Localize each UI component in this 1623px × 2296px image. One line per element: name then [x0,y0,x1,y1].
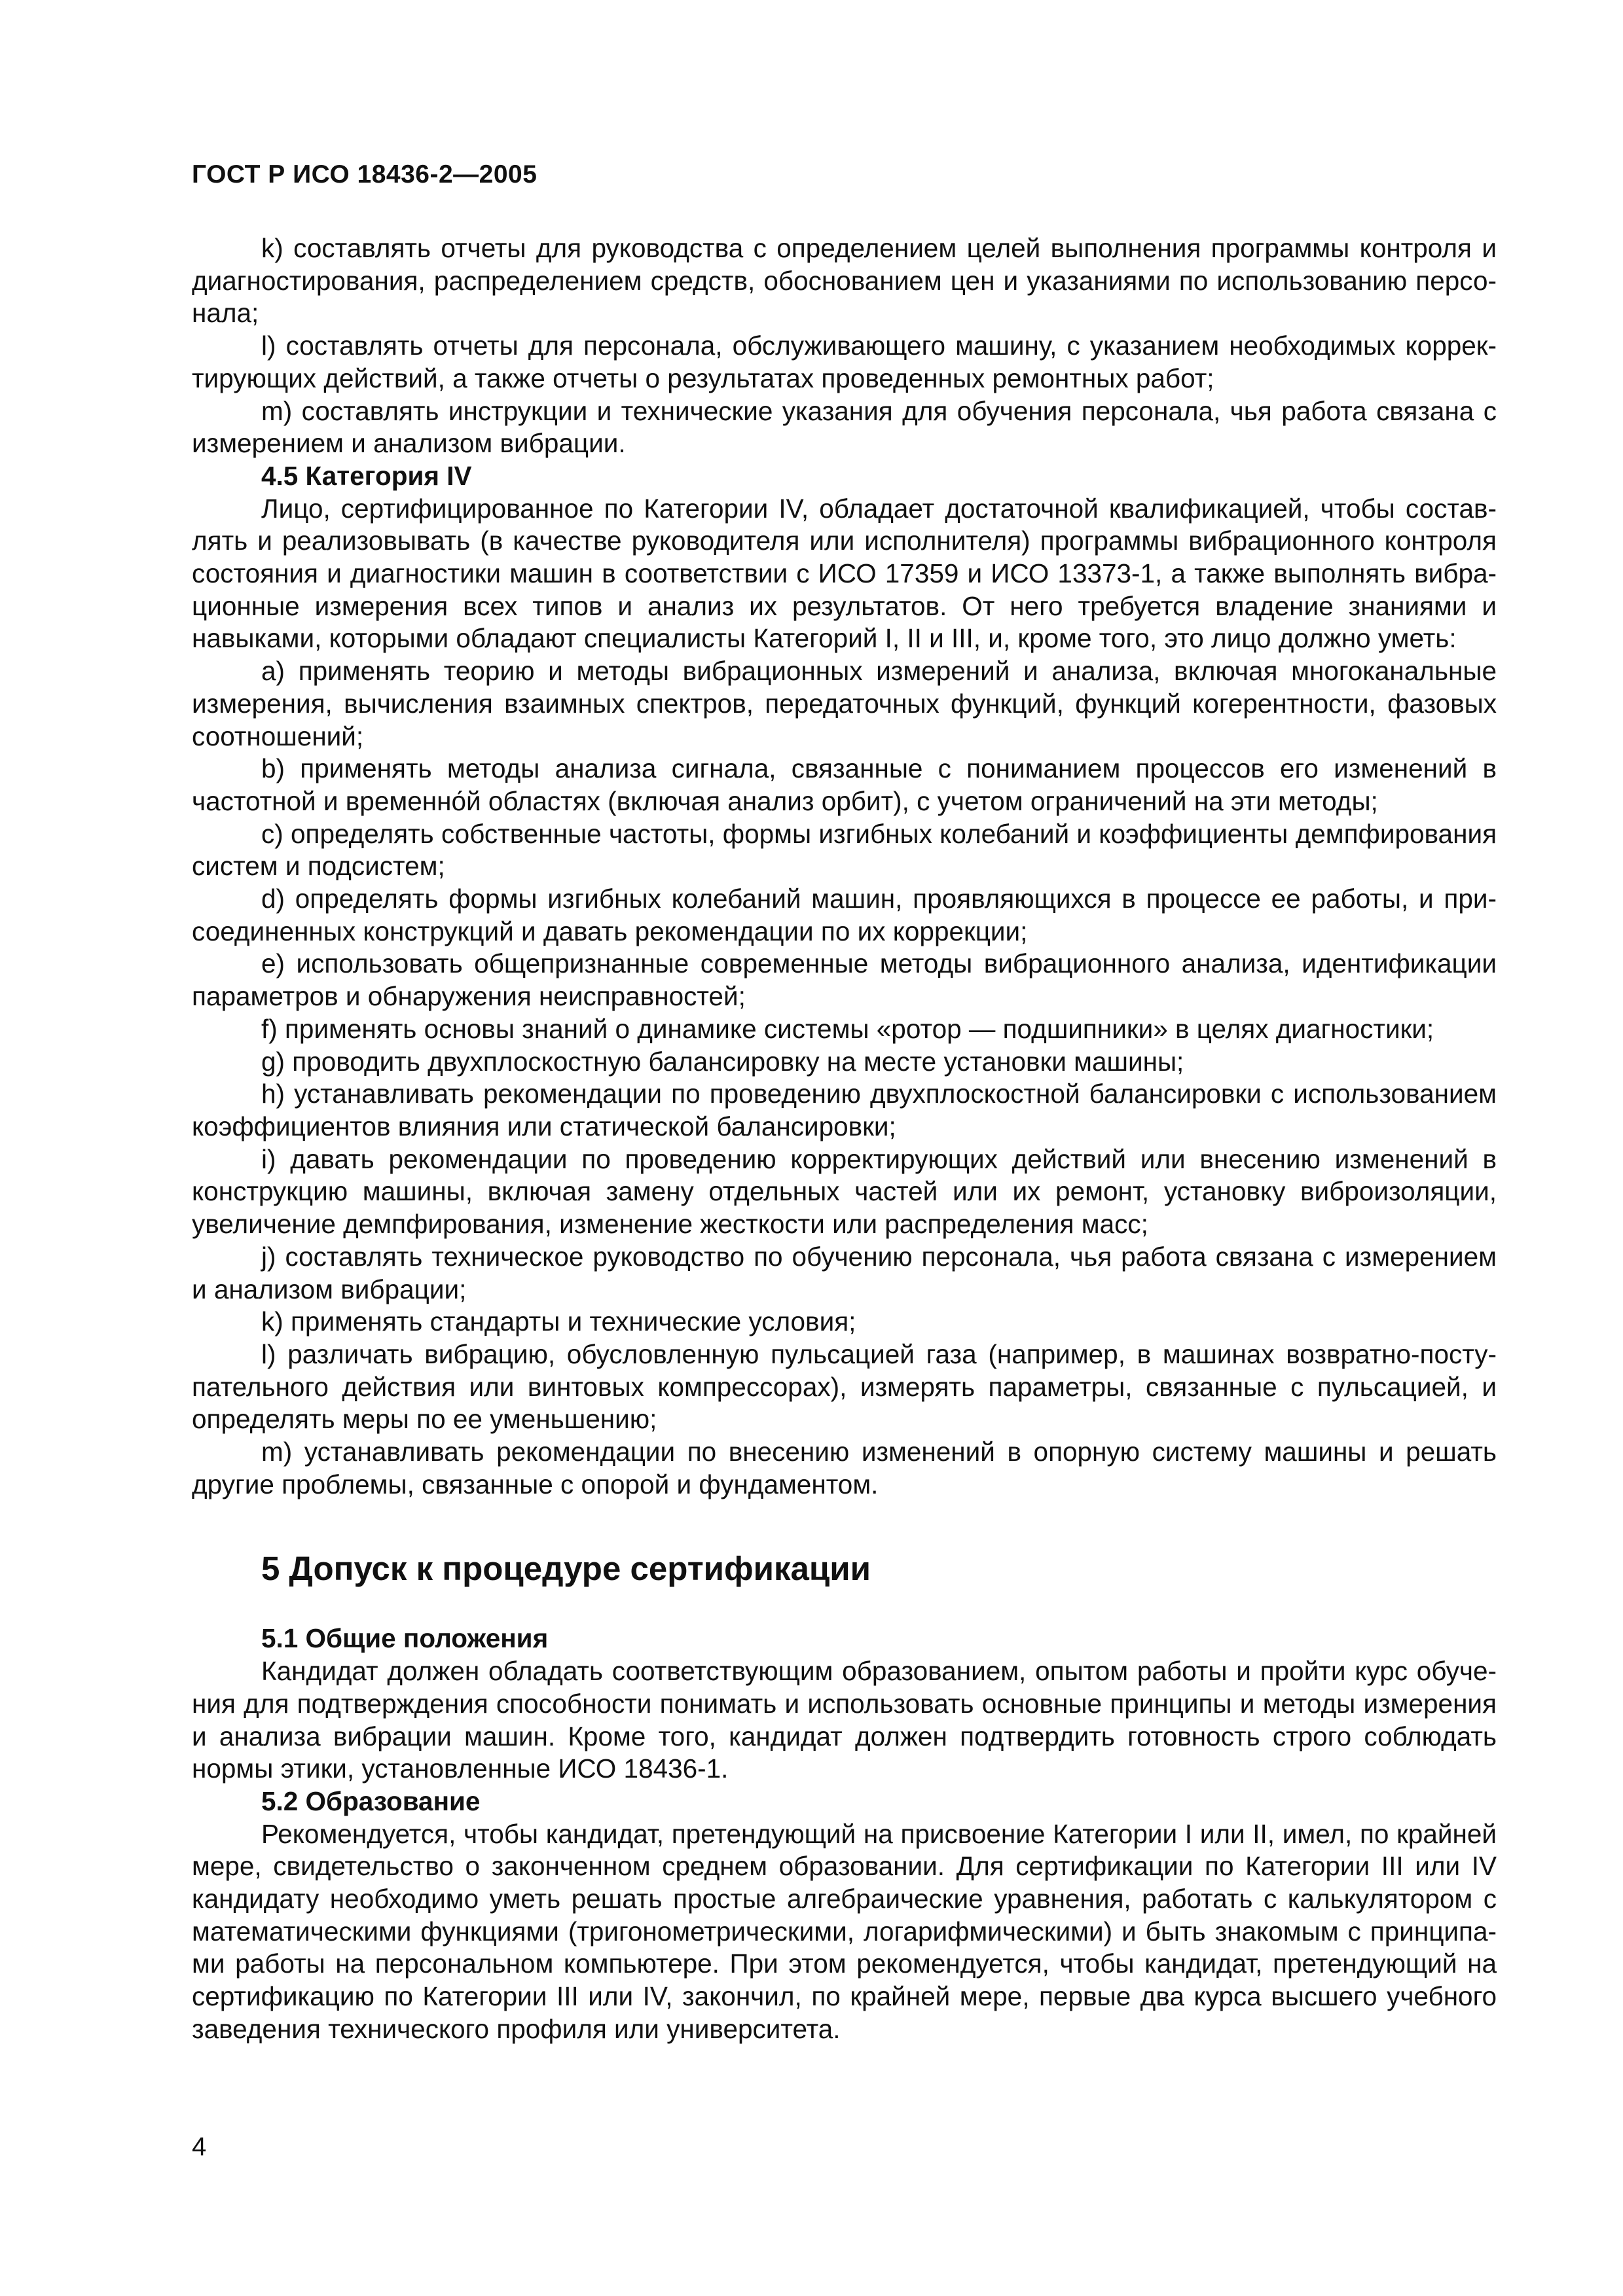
document-body [192,232,1497,2046]
paragraph: b) применять методы анализа сигнала, связанные с пониманием процессов его изменений в частотной и временно́й областях (включая анализ орбит), с учетом ограничений на эти методы; [192,753,1497,816]
paragraph: g) проводить двухплоскостную балансировку на месте установки машины; [261,1046,1184,1077]
paragraph: k) применять стандарты и технические условия; [261,1306,856,1337]
subsection-heading: 5.1 Общие положения [261,1623,549,1654]
paragraph: m) устанавливать рекомендации по внесению изменений в опорную систему машины и решать другие проблемы, связанные с опорой и фундаментом. [192,1437,1497,1499]
paragraph: Лицо, сертифицированное по Категории IV, обладает достаточной квалификацией, чтобы составлять и реализовывать (в качестве руководителя или исполнителя) программы вибрационного контроля состояния и диагностики машин в соответствии с ИСО 17359 и ИСО 13373-1, а также выполнять вибрационные измерения всех типов и анализ их результатов. От него требуется владение знаниями и навыками, которыми обладают специалисты Категорий I, II и III, и, кроме того, это лицо должно уметь: [192,493,1497,654]
paragraph: Кандидат должен обладать соответствующим образованием, опытом работы и пройти курс обучения для подтверждения способности понимать и использовать основные принципы и методы измерения и анализа вибрации машин. Кроме того, кандидат должен подтвердить готовность строго соблюдать нормы этики, установленные ИСО 18436-1. [192,1656,1497,1784]
paragraph: h) устанавливать рекомендации по проведению двухплоскостной балансировки с использованием коэффициентов влияния или статической балансировки; [192,1079,1497,1141]
paragraph: j) составлять техническое руководство по обучению персонала, чья работа связана с измерением и анализом вибрации; [192,1241,1497,1304]
paragraph: l) различать вибрацию, обусловленную пульсацией газа (например, в машинах возвратно-поступательного действия или винтовых компрессорах), измерять параметры, связанные с пульсацией, и определять меры по ее уменьшению; [192,1338,1497,1435]
paragraph: f) применять основы знаний о динамике системы «ротор — подшипники» в целях диагностики; [261,1013,1434,1044]
page-number: 4 [192,2132,207,2161]
subsection-heading: 4.5 Категория IV [261,460,472,491]
paragraph: e) использовать общепризнанные современные методы вибрационного анализа, идентификации параметров и обнаружения неисправностей; [192,948,1497,1012]
paragraph: k) составлять отчеты для руководства с определением целей выполнения программы контроля и диагностирования, распределением средств, обоснованием цен и указаниями по использованию персонала; [192,233,1497,329]
paragraph: i) давать рекомендации по проведению корректирующих действий или внесению изменений в конструкцию машины, включая замену отдельных частей или их ремонт, установку виброизоляции, увеличение демпфирования, изменение жесткости или распределения масс; [192,1143,1497,1240]
paragraph: c) определять собственные частоты, формы изгибных колебаний и коэффициенты демпфирования систем и подсистем; [192,818,1497,882]
paragraph: m) составлять инструкции и технические указания для обучения персонала, чья работа связана с измерением и анализом вибрации. [192,395,1497,459]
subsection-heading: 5.2 Образование [261,1785,481,1816]
paragraph: Рекомендуется, чтобы кандидат, претендующий на присвоение Категории I или II, имел, по крайней мере, свидетельство о законченном среднем образовании. Для сертификации по Категории III или IV кандидату необходимо уметь решать простые алгебраические уравнения, работать с калькулятором с математическими функциями (тригонометрическими, логарифмическими) и быть знакомым с принципами работы на персональном компьютере. При этом рекомендуется, чтобы кандидат, претендующий на сертификацию по Категории III или IV, закончил, по крайней мере, первые два курса высшего учебного заведения технического профиля или университета. [192,1818,1497,2044]
section-heading: 5 Допуск к процедуре сертификации [261,1550,871,1588]
document-header: ГОСТ Р ИСО 18436-2—2005 [192,160,538,188]
paragraph: d) определять формы изгибных колебаний машин, проявляющихся в процессе ее работы, и присоединенных конструкций и давать рекомендации по их коррекции; [192,884,1497,946]
paragraph: a) применять теорию и методы вибрационных измерений и анализа, включая многоканальные измерения, вычисления взаимных спектров, передаточных функций, функций когерентности, фазовых соотношений; [192,656,1497,751]
paragraph: l) составлять отчеты для персонала, обслуживающего машину, с указанием необходимых корректирующих действий, а также отчеты о результатах проведенных ремонтных работ; [192,331,1497,393]
